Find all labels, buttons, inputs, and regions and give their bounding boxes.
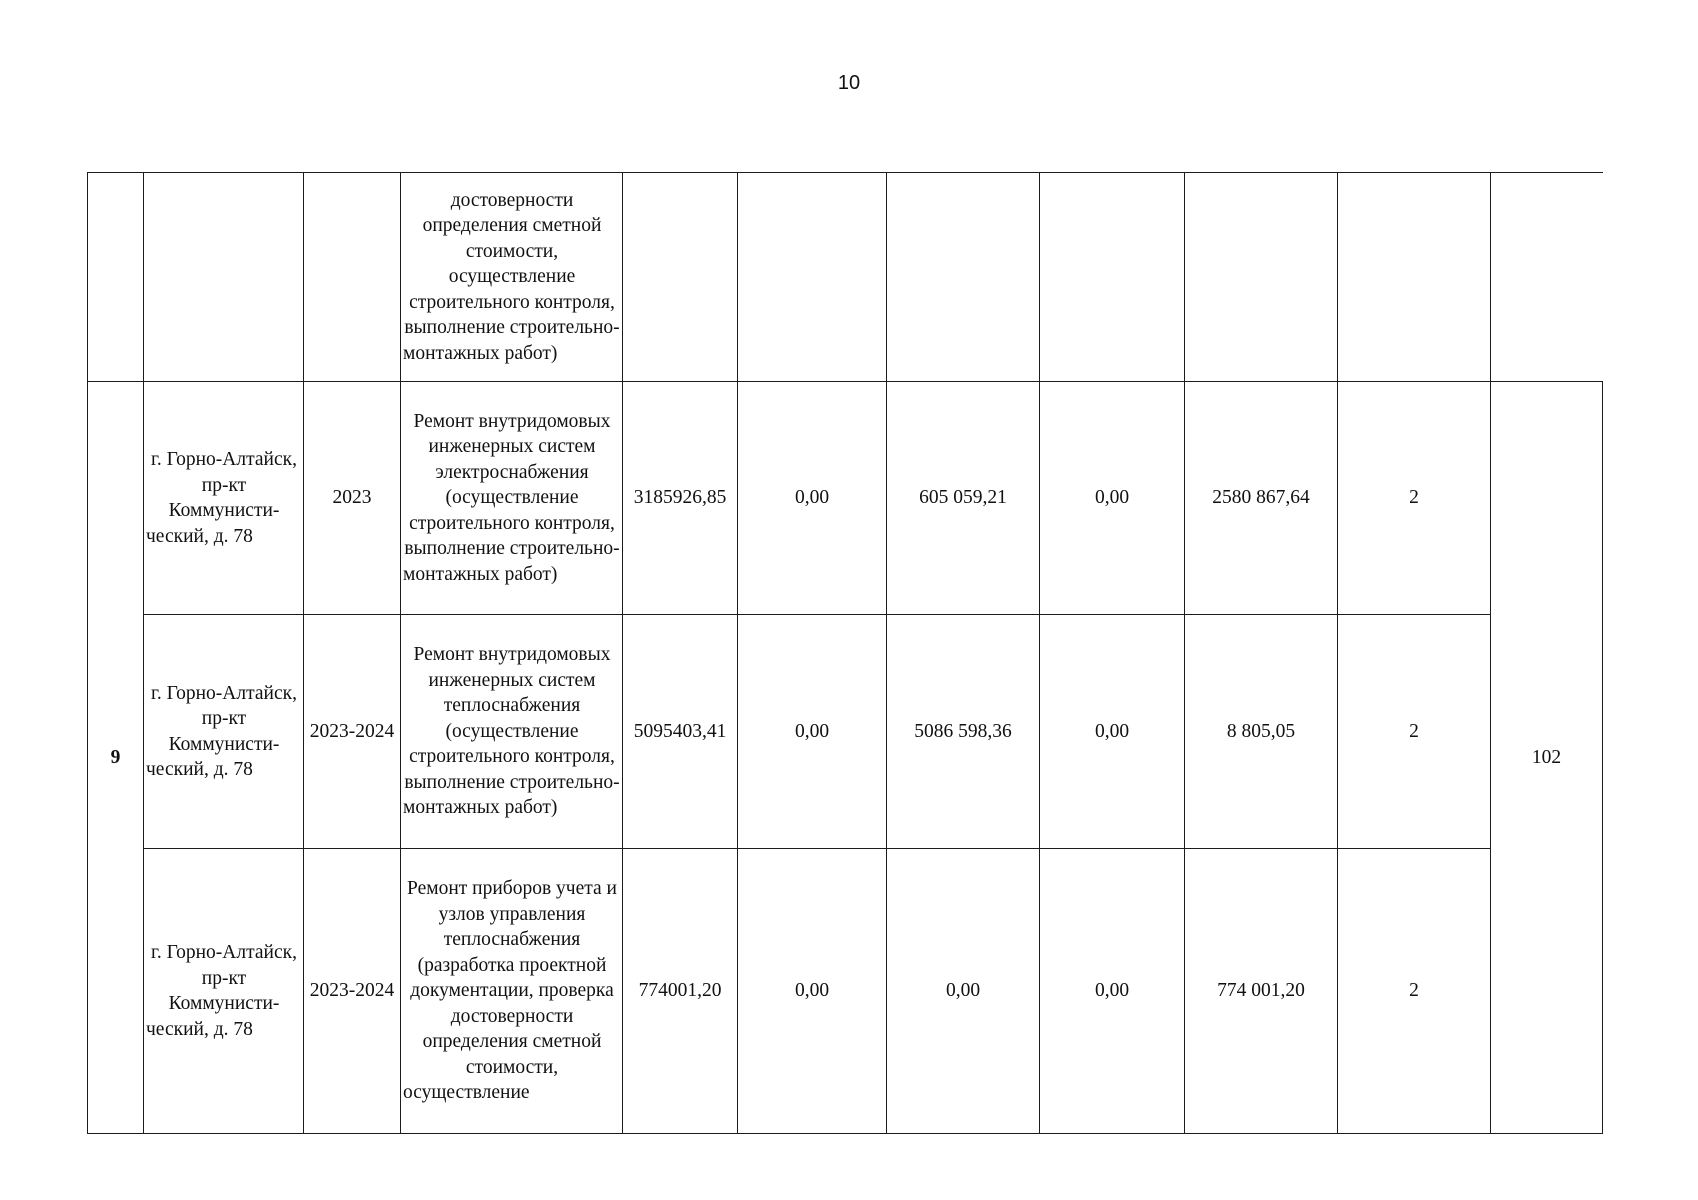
- cell-period: [304, 615, 401, 849]
- program-table: [87, 172, 1603, 1134]
- fund-local-value: 0,00: [1094, 487, 1130, 509]
- fund-federal-value: 0,00: [794, 487, 830, 509]
- group-count: 102: [1531, 746, 1562, 768]
- total-cost-value: 3185926,85: [633, 487, 727, 509]
- cell-address: [144, 382, 304, 615]
- fund-regional-value: 605 059,21: [919, 487, 1007, 509]
- description-text: достоверности определения сметной стоимости, осуществление строительного контроля, выполнение строительно-монтажных работ): [403, 189, 620, 364]
- cell-fund-owners: [1185, 615, 1338, 849]
- page-number: 10: [837, 72, 861, 94]
- cell-period: [304, 382, 401, 615]
- cell-fund-regional: [887, 615, 1040, 849]
- cell-fund-federal: [738, 382, 887, 615]
- cell-address: [144, 173, 304, 382]
- address-text: г. Горно-Алтайск, пр-кт Коммунисти-ческий, д. 78: [146, 449, 297, 547]
- period-text: 2023: [332, 487, 372, 509]
- cell-fund-local: [1040, 382, 1185, 615]
- cell-description: [401, 615, 623, 849]
- cell-fund-federal: [738, 615, 887, 849]
- cell-description: [401, 173, 623, 382]
- table-row: [88, 615, 1603, 849]
- cell-period: [304, 849, 401, 1134]
- address-text: г. Горно-Алтайск, пр-кт Коммунисти-ческий, д. 78: [146, 942, 297, 1040]
- fund-owners-value: 774 001,20: [1217, 980, 1305, 1002]
- cell-description: [401, 382, 623, 615]
- total-cost-value: 5095403,41: [633, 720, 727, 742]
- cell-fund-owners: [1185, 849, 1338, 1134]
- cell-count: [1491, 173, 1603, 382]
- group-count-cell: [1491, 382, 1603, 1134]
- category-value: 2: [1409, 487, 1419, 509]
- total-cost-value: 774001,20: [638, 980, 722, 1002]
- cell-category: [1338, 382, 1491, 615]
- address-text: г. Горно-Алтайск, пр-кт Коммунисти-ческий, д. 78: [146, 682, 297, 780]
- cell-address: [144, 849, 304, 1134]
- cell-total-cost: [623, 849, 738, 1134]
- table-row: [88, 382, 1603, 615]
- cell-fund-regional: [887, 382, 1040, 615]
- cell-total-cost: [623, 173, 738, 382]
- cell-fund-federal: [738, 849, 887, 1134]
- cell-category: [1338, 849, 1491, 1134]
- table-row: [88, 849, 1603, 1134]
- fund-regional-value: 0,00: [945, 980, 981, 1002]
- description-text: Ремонт приборов учета и узлов управления теплоснабжения (разработка проектной документации, проверка достоверности определения сметной стоимости, осуществление: [403, 878, 617, 1104]
- cell-fund-local: [1040, 849, 1185, 1134]
- description-text: Ремонт внутридомовых инженерных систем теплоснабжения (осуществление строительного контроля, выполнение строительно-монтажных работ): [403, 644, 620, 819]
- fund-owners-value: 2580 867,64: [1212, 487, 1310, 509]
- fund-local-value: 0,00: [1094, 980, 1130, 1002]
- cell-total-cost: [623, 382, 738, 615]
- fund-federal-value: 0,00: [794, 980, 830, 1002]
- period-text: 2023-2024: [309, 980, 395, 1002]
- category-value: 2: [1409, 980, 1419, 1002]
- period-text: 2023-2024: [309, 720, 395, 742]
- fund-local-value: 0,00: [1094, 720, 1130, 742]
- cell-fund-regional: [887, 173, 1040, 382]
- group-number: 9: [110, 746, 121, 768]
- description-text: Ремонт внутридомовых инженерных систем электроснабжения (осуществление строительного контроля, выполнение строительно-монтажных работ): [403, 410, 620, 585]
- fund-owners-value: 8 805,05: [1226, 720, 1296, 742]
- fund-federal-value: 0,00: [794, 720, 830, 742]
- cell-fund-owners: [1185, 382, 1338, 615]
- cell-period: [304, 173, 401, 382]
- cell-category: [1338, 615, 1491, 849]
- cell-total-cost: [623, 615, 738, 849]
- cell-fund-owners: [1185, 173, 1338, 382]
- cell-fund-local: [1040, 173, 1185, 382]
- category-value: 2: [1409, 720, 1419, 742]
- cell-number: [88, 173, 144, 382]
- cell-fund-federal: [738, 173, 887, 382]
- cell-fund-local: [1040, 615, 1185, 849]
- group-number-cell: [88, 382, 144, 1134]
- cell-address: [144, 615, 304, 849]
- cell-description: [401, 849, 623, 1134]
- fund-regional-value: 5086 598,36: [914, 720, 1012, 742]
- cell-fund-regional: [887, 849, 1040, 1134]
- table-row-continuation: [88, 173, 1603, 382]
- cell-category: [1338, 173, 1491, 382]
